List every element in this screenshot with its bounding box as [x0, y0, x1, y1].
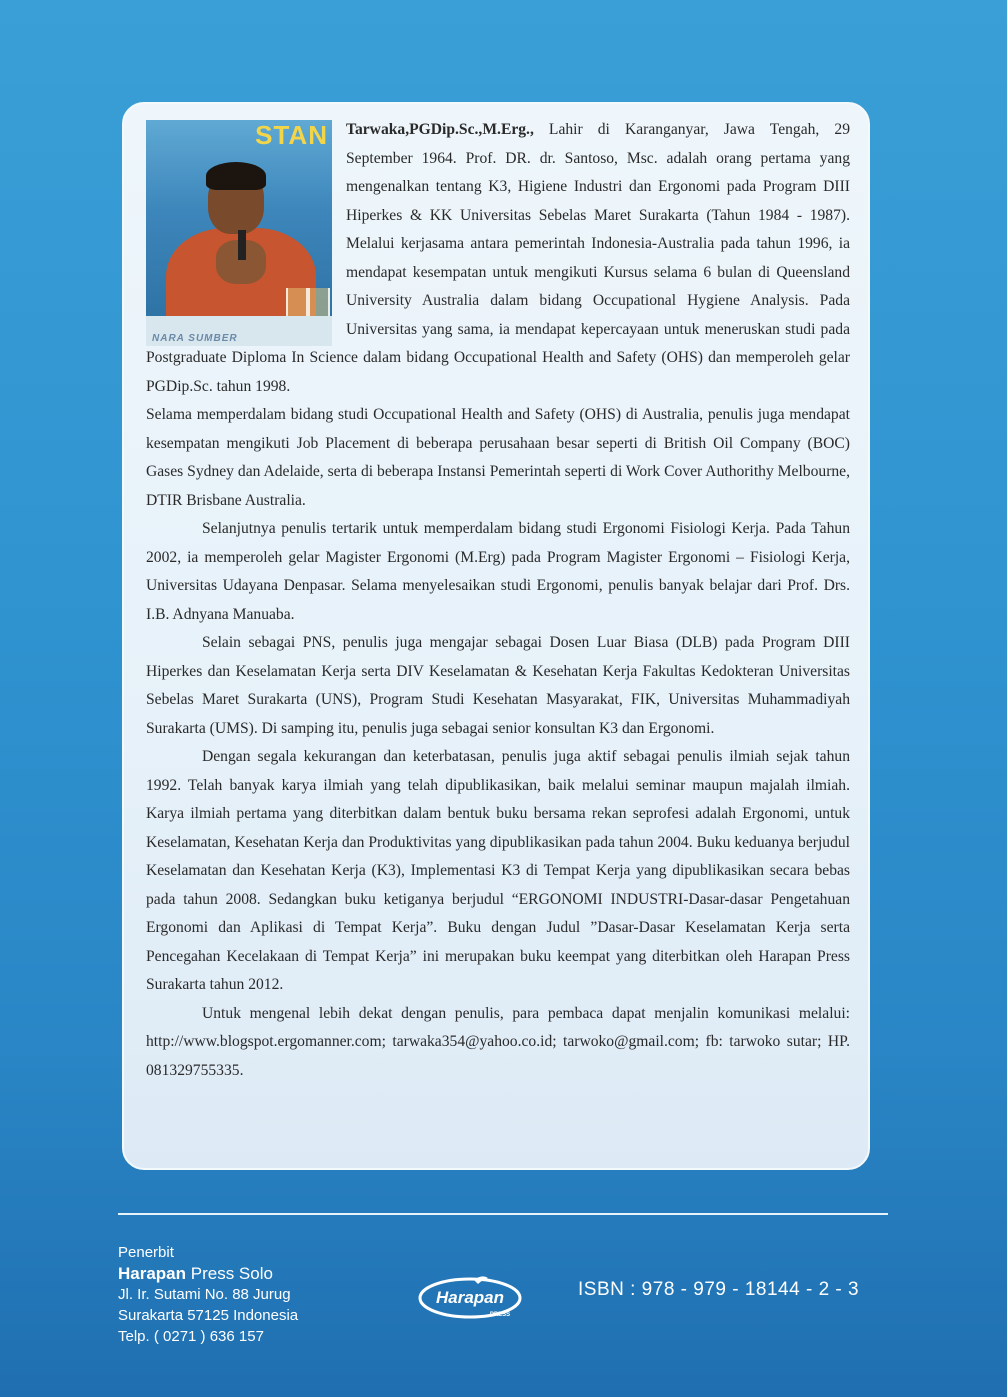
photo-banner-text: STAN	[255, 120, 328, 150]
divider	[118, 1213, 888, 1215]
logo-word: Harapan	[435, 1288, 505, 1307]
bio-paragraph: Selain sebagai PNS, penulis juga mengajar sebagai Dosen Luar Biasa (DLB) pada Program DIII Hiperkes dan Keselamatan Kerja serta DIV Keselamatan & Kesehatan Kerja Fakultas Kedokteran Universitas Sebelas Maret Surakarta (UNS), Program Studi Kesehatan Masyarakat, FIK, Universitas Muhammadiyah Surakarta (UMS). Di samping itu, penulis juga sebagai senior konsultan K3 dan Ergonomi.	[146, 634, 850, 737]
bio-paragraph: Selama memperdalam bidang studi Occupational Health and Safety (OHS) di Australia, penulis juga mendapat kesempatan mengikuti Job Placement di beberapa perusahaan besar seperti di British Oil Company (BOC) Gases Sydney dan Adelaide, serta di beberapa Instansi Pemerintah seperti di Work Cover Authorithy Melbourne, DTIR Brisbane Australia.	[146, 406, 850, 509]
publisher-address-1: Jl. Ir. Sutami No. 88 Jurug	[118, 1286, 291, 1303]
isbn-number: ISBN : 978 - 979 - 18144 - 2 - 3	[578, 1279, 860, 1300]
publisher-brand-rest: Press Solo	[186, 1264, 273, 1283]
publisher-info	[118, 1242, 298, 1347]
bio-paragraph	[146, 116, 850, 401]
publisher-address-2: Surakarta 57125 Indonesia	[118, 1307, 299, 1324]
harapan-press-logo	[418, 1272, 522, 1322]
publisher-label: Penerbit	[118, 1244, 174, 1261]
bio-paragraph: Dengan segala kekurangan dan keterbatasan, penulis juga aktif sebagai penulis ilmiah sejak tahun 1992. Telah banyak karya ilmiah yang telah dipublikasikan, baik melalui seminar maupun majalah ilmiah. Karya ilmiah pertama yang diterbitkan dalam bentuk buku bersama rekan seprofesi adalah Ergonomi, untuk Keselamatan, Kesehatan Kerja dan Produktivitas yang dipublikasikan pada tahun 2004. Buku keduanya berjudul Keselamatan dan Kesehatan Kerja (K3), Implementasi K3 di Tempat Kerja yang dipublikasikan secara bebas pada tahun 2008. Sedangkan buku ketiganya berjudul “ERGONOMI INDUSTRI-Dasar-dasar Pengetahuan Ergonomi dan Aplikasi di Tempat Kerja”. Buku dengan Judul ”Dasar-Dasar Keselamatan Kerja serta Pencegahan Kecelakaan di Tempat Kerja” ini merupakan buku keempat yang diterbitkan oleh Harapan Press Surakarta tahun 2012.	[146, 748, 850, 993]
photo-caption: NARA SUMBER	[152, 333, 238, 344]
bio-paragraph: Selanjutnya penulis tertarik untuk memperdalam bidang studi Ergonomi Fisiologi Kerja. Pada Tahun 2002, ia memperoleh gelar Magister Ergonomi (M.Erg) pada Program Magister Ergonomi – Fisiologi Kerja, Universitas Udayana Denpasar. Selama menyelesaikan studi Ergonomi, penulis banyak belajar dari Prof. Drs. I.B. Adnyana Manuaba.	[146, 520, 850, 623]
author-biography	[146, 116, 850, 1085]
logo-sub: PRESS	[489, 1312, 511, 1318]
publisher-name	[118, 1263, 298, 1284]
logo-graphic	[418, 1272, 522, 1322]
publisher-brand: Harapan	[118, 1264, 187, 1283]
bio-paragraph-1-text: Lahir di Karanganyar, Jawa Tengah, 29 September 1964. Prof. DR. dr. Santoso, Msc. adalah orang pertama yang mengenalkan tentang K3, Higiene Industri dan Ergonomi pada Program DIII Hiperkes & KK Universitas Sebelas Maret Surakarta (Tahun 1984 - 1987). Melalui kerjasama antara pemerintah Indonesia-Australia pada tahun 1996, ia mendapat kesempatan untuk mengikuti Kursus selama 6 bulan di Queensland University Australia dalam bidang Occupational Hygiene Analysis. Pada Universitas yang sama, ia mendapat kepercayaan untuk meneruskan studi pada Postgraduate Diploma In Science dalam bidang Occupational Health and Safety (OHS) dan memperoleh gelar PGDip.Sc. tahun 1998.	[146, 121, 850, 395]
photo-space	[146, 116, 346, 344]
contact-paragraph: Untuk mengenal lebih dekat dengan penulis, para pembaca dapat menjalin komunikasi melalui: http://www.blogspot.ergomanner.com; tarwaka354@yahoo.co.id; tarwoko@gmail.com; fb: tarwoko sutar; HP. 081329755335.	[146, 1004, 850, 1079]
author-name: Tarwaka,PGDip.Sc.,M.Erg.,	[346, 121, 534, 138]
publisher-phone: Telp. ( 0271 ) 636 157	[118, 1328, 264, 1345]
